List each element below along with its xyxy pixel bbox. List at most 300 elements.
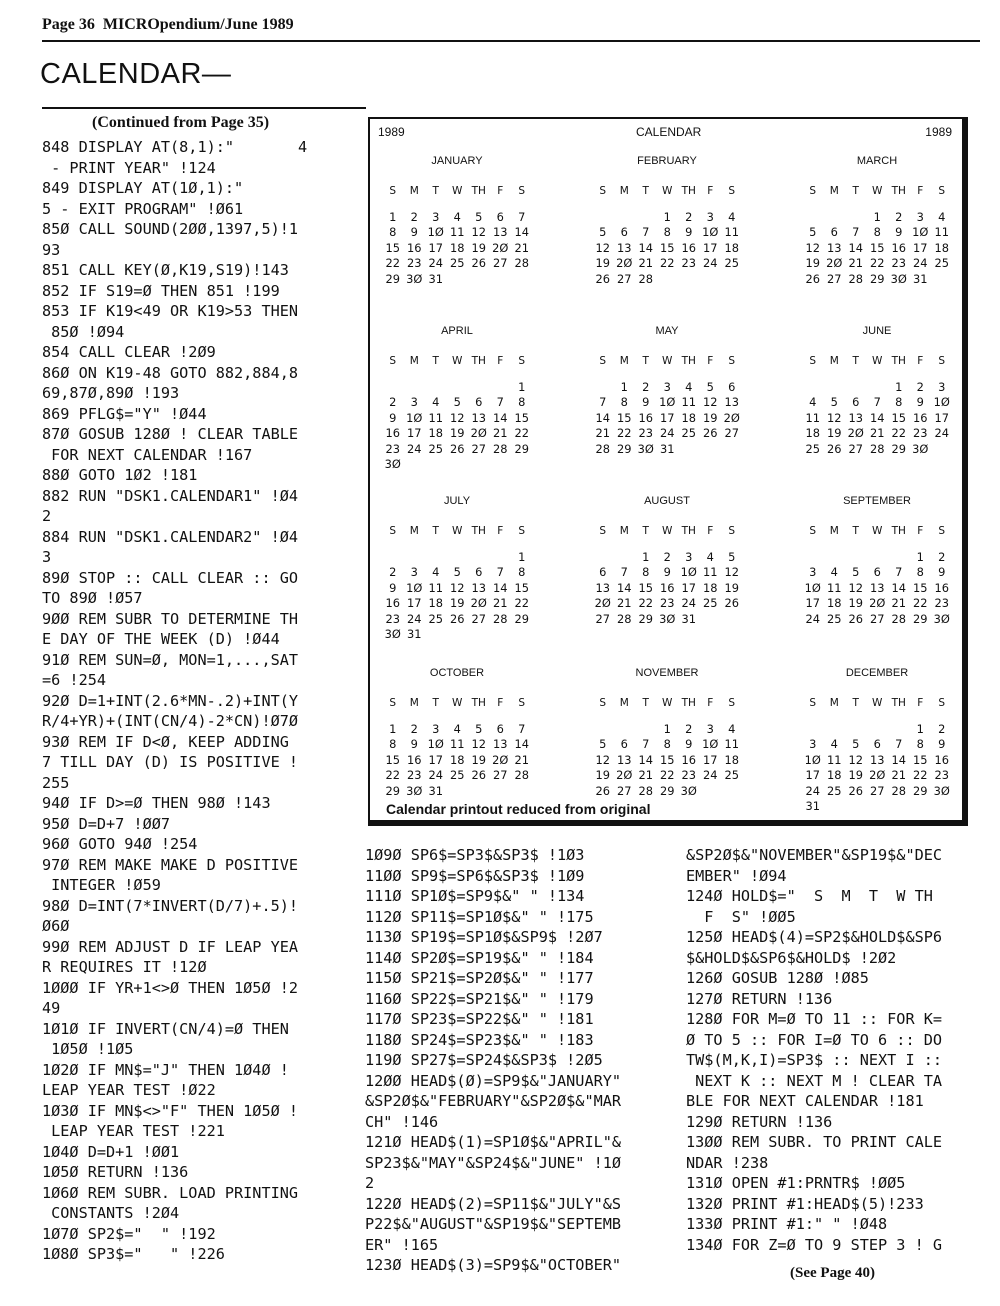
day-cell: 25 — [428, 441, 443, 456]
day-label: S — [809, 525, 817, 537]
day-label: S — [389, 697, 397, 709]
day-cell: 12 — [450, 410, 465, 425]
day-cell — [635, 209, 657, 225]
day-cell: 7 — [518, 721, 526, 736]
day-cell — [490, 271, 512, 287]
day-cell: 24 — [660, 426, 675, 441]
day-cell: 22 — [617, 426, 632, 441]
month-grid — [802, 353, 953, 457]
day-cell: 2Ø — [869, 596, 886, 611]
day-label: F — [497, 355, 504, 367]
day-cell: 19 — [471, 752, 486, 767]
day-cell: 27 — [471, 611, 486, 626]
calendar-printout — [368, 117, 968, 826]
day-cell: 19 — [848, 768, 863, 783]
day-label: F — [497, 697, 504, 709]
day-cell: 4 — [706, 549, 714, 564]
day-cell: 25 — [450, 256, 465, 271]
day-cell — [404, 457, 426, 473]
day-cell: 12 — [805, 240, 820, 255]
day-cell: 2Ø — [869, 768, 886, 783]
day-label: W — [872, 185, 883, 197]
month-name: OCTOBER — [429, 667, 485, 679]
day-cell: 4 — [432, 565, 440, 580]
day-cell: 31 — [407, 627, 422, 642]
day-cell: 25 — [827, 783, 842, 798]
day-cell: 15 — [385, 752, 400, 767]
day-cell: 11 — [681, 395, 696, 410]
day-cell: 24 — [407, 441, 422, 456]
day-cell: 9 — [389, 410, 397, 425]
day-label: M — [829, 185, 839, 197]
day-cell: 29 — [514, 611, 529, 626]
day-cell: 2 — [685, 721, 693, 736]
day-cell: 18 — [450, 240, 465, 255]
day-cell: 3 — [706, 721, 714, 736]
day-cell: 18 — [450, 752, 465, 767]
day-cell: 28 — [638, 271, 653, 286]
day-cell: 11 — [724, 225, 739, 240]
day-cell: 26 — [848, 611, 863, 626]
day-cell: 29 — [514, 441, 529, 456]
day-cell: 22 — [891, 426, 906, 441]
day-cell: 13 — [870, 580, 885, 595]
page-header — [42, 16, 980, 34]
day-cell: 23 — [660, 596, 675, 611]
day-label: TH — [681, 697, 696, 709]
day-label: S — [728, 697, 736, 709]
day-cell: 26 — [724, 596, 739, 611]
day-cell: 11 — [450, 737, 465, 752]
day-cell — [802, 379, 824, 395]
day-cell: 3Ø — [384, 457, 401, 472]
day-cell: 1 — [518, 379, 526, 394]
month-name: JULY — [443, 495, 471, 507]
day-cell: 25 — [428, 611, 443, 626]
month-name: AUGUST — [644, 495, 690, 507]
day-cell — [845, 549, 867, 565]
day-cell: 13 — [617, 240, 632, 255]
day-cell: 19 — [827, 426, 842, 441]
day-cell: 6 — [852, 395, 860, 410]
day-cell — [447, 457, 469, 473]
day-cell: 17 — [703, 240, 718, 255]
day-cell — [614, 721, 636, 737]
day-cell: 12 — [595, 240, 610, 255]
day-cell: 9 — [895, 225, 903, 240]
day-cell: 21 — [848, 256, 863, 271]
day-cell: 15 — [385, 240, 400, 255]
day-cell: 24 — [681, 596, 696, 611]
day-cell — [511, 627, 533, 643]
day-label: M — [409, 185, 419, 197]
day-label: T — [642, 355, 649, 367]
day-label: S — [938, 355, 946, 367]
day-cell: 18 — [428, 596, 443, 611]
day-cell: 1Ø — [702, 225, 719, 240]
month-name: APRIL — [441, 325, 473, 337]
day-cell — [845, 799, 867, 815]
day-cell: 14 — [891, 752, 906, 767]
day-cell: 3 — [432, 209, 440, 224]
day-cell: 26 — [703, 426, 718, 441]
month-grid — [592, 353, 743, 457]
day-cell: 24 — [428, 768, 443, 783]
day-cell: 17 — [660, 410, 675, 425]
day-label: T — [432, 697, 439, 709]
day-cell: 14 — [638, 240, 653, 255]
day-cell: 15 — [617, 410, 632, 425]
day-cell: 22 — [913, 596, 928, 611]
day-cell: 15 — [870, 240, 885, 255]
day-cell: 23 — [681, 768, 696, 783]
header-rule — [42, 40, 980, 42]
day-cell: 6 — [620, 225, 628, 240]
day-cell: 12 — [450, 580, 465, 595]
day-cell: 29 — [870, 271, 885, 286]
day-cell: 8 — [389, 225, 397, 240]
day-cell — [700, 611, 722, 627]
day-cell: 14 — [891, 580, 906, 595]
day-cell: 13 — [617, 752, 632, 767]
day-cell: 1Ø — [912, 225, 929, 240]
day-label: F — [917, 697, 924, 709]
day-cell: 8 — [518, 395, 526, 410]
day-cell: 14 — [595, 410, 610, 425]
day-cell — [824, 209, 846, 225]
day-cell: 18 — [428, 426, 443, 441]
section-title: CALENDAR— — [40, 58, 232, 90]
day-cell: 3 — [410, 565, 418, 580]
day-cell: 4 — [830, 737, 838, 752]
month-grid — [382, 353, 533, 472]
day-cell: 23 — [407, 768, 422, 783]
day-label: T — [852, 355, 859, 367]
day-cell: 5 — [706, 379, 714, 394]
day-cell: 18 — [724, 240, 739, 255]
day-cell: 19 — [805, 256, 820, 271]
day-cell: 15 — [638, 580, 653, 595]
day-cell — [490, 627, 512, 643]
day-cell: 4 — [432, 395, 440, 410]
calendar-year-right: 1989 — [925, 125, 952, 139]
day-cell — [802, 209, 824, 225]
day-cell — [824, 799, 846, 815]
day-cell: 24 — [703, 768, 718, 783]
month-name: NOVEMBER — [635, 667, 699, 679]
day-cell: 21 — [891, 596, 906, 611]
day-cell: 9 — [410, 225, 418, 240]
day-cell: 9 — [663, 565, 671, 580]
day-cell: 26 — [595, 271, 610, 286]
day-label: F — [707, 525, 714, 537]
day-cell — [678, 271, 700, 287]
day-cell: 16 — [638, 410, 653, 425]
day-cell: 7 — [642, 225, 650, 240]
day-cell — [447, 271, 469, 287]
day-cell: 1Ø — [427, 225, 444, 240]
day-cell: 31 — [913, 271, 928, 286]
day-cell: 15 — [660, 752, 675, 767]
day-cell: 23 — [638, 426, 653, 441]
day-cell: 9 — [685, 225, 693, 240]
day-label: M — [829, 355, 839, 367]
day-cell: 11 — [428, 410, 443, 425]
day-cell — [845, 721, 867, 737]
day-cell: 3Ø — [384, 627, 401, 642]
day-cell — [382, 549, 404, 565]
month-grid — [802, 695, 953, 814]
day-cell: 1Ø — [804, 580, 821, 595]
day-cell: 8 — [620, 395, 628, 410]
month-grid — [382, 523, 533, 642]
day-label: W — [872, 697, 883, 709]
day-cell — [910, 799, 932, 815]
day-cell — [490, 379, 512, 395]
day-label: F — [917, 185, 924, 197]
day-cell: 6 — [830, 225, 838, 240]
day-label: M — [619, 525, 629, 537]
day-label: S — [809, 697, 817, 709]
day-cell: 28 — [638, 783, 653, 798]
day-label: T — [642, 185, 649, 197]
day-label: S — [518, 525, 526, 537]
day-cell: 3 — [916, 209, 924, 224]
code-listing-column-1: 848 DISPLAY AT(8,1):" 4 - PRINT YEAR" !124 849 DISPLAY AT(1Ø,1):" 5 - EXIT PROGRAM" !Ø61 85Ø CALL SOUND(2ØØ,1397,5)!1 93 851 CALL KEY(Ø,K19,S19)!143 852 IF S19=Ø THEN 851 !199 853 IF K19<49 OR K19>53 THEN 85Ø !Ø94 854 CALL CLEAR !2Ø9 86Ø ON K19-48 GOTO 882,884,8 69,87Ø,89Ø !193 869 PFLG$="Y" !Ø44 87Ø GOSUB 128Ø ! CLEAR TABLE FOR NEXT CALENDAR !167 88Ø GOTO 1Ø2 !181 882 RUN "DSK1.CALENDAR1" !Ø4 2 884 RUN "DSK1.CALENDAR2" !Ø4 3 89Ø STOP :: CALL CLEAR :: GO TO 89Ø !Ø57 9ØØ REM SUBR TO DETERMINE TH E DAY OF THE WEEK (D) !Ø44 91Ø REM SUN=Ø, MON=1,...,SAT =6 !254 92Ø D=1+INT(2.6*MN-.2)+INT(Y R/4+YR)+(INT(CN/4)-2*CN)!Ø7Ø 93Ø REM IF D<Ø, KEEP ADDING 7 TILL DAY (D) IS POSITIVE ! 255 94Ø IF D>=Ø THEN 98Ø !143 95Ø D=D+7 !ØØ7 96Ø GOTO 94Ø !254 97Ø REM MAKE MAKE D POSITIVE INTEGER !Ø59 98Ø D=INT(7*INVERT(D/7)+.5)! Ø6Ø 99Ø REM ADJUST D IF LEAP YEA R REQUIRES IT !12Ø 1ØØØ IF YR+1<>Ø THEN 1Ø5Ø !2 49 1Ø1Ø IF INVERT(CN/4)=Ø THEN 1Ø5Ø !1Ø5 1Ø2Ø IF MN$="J" THEN 1Ø4Ø ! LEAP YEAR TEST !Ø22 1Ø3Ø IF MN$<>"F" THEN 1Ø5Ø ! LEAP YEAR TEST !221 1Ø4Ø D=D+1 !ØØ1 1Ø5Ø RETURN !136 1Ø6Ø REM SUBR. LOAD PRINTING CONSTANTS !2Ø4 1Ø7Ø SP2$=" " !192 1Ø8Ø SP3$=" " !226 — [42, 138, 308, 1263]
day-cell: 11 — [805, 410, 820, 425]
month-grid — [592, 695, 743, 799]
day-cell: 2 — [389, 565, 397, 580]
day-cell: 6 — [599, 565, 607, 580]
day-cell: 1Ø — [680, 565, 697, 580]
day-cell: 16 — [934, 752, 949, 767]
day-cell: 28 — [848, 271, 863, 286]
day-cell — [657, 271, 679, 287]
day-cell: 2 — [642, 379, 650, 394]
day-cell: 1Ø — [406, 410, 423, 425]
day-cell: 3 — [809, 565, 817, 580]
day-cell: 29 — [891, 441, 906, 456]
day-cell: 26 — [450, 441, 465, 456]
day-label: M — [829, 525, 839, 537]
day-label: T — [432, 185, 439, 197]
day-cell: 1 — [895, 379, 903, 394]
day-cell: 21 — [617, 596, 632, 611]
day-cell: 16 — [913, 410, 928, 425]
month-name: DECEMBER — [845, 667, 909, 679]
day-cell: 21 — [493, 596, 508, 611]
day-cell: 24 — [428, 256, 443, 271]
day-label: M — [619, 697, 629, 709]
day-cell — [468, 457, 490, 473]
day-cell: 9 — [685, 737, 693, 752]
day-cell: 8 — [873, 225, 881, 240]
day-cell: 24 — [805, 611, 820, 626]
day-cell: 14 — [638, 752, 653, 767]
day-cell: 9 — [938, 737, 946, 752]
month-grid — [592, 523, 743, 627]
day-cell: 26 — [848, 783, 863, 798]
page-number: Page 36 — [42, 16, 95, 33]
day-label: TH — [681, 185, 696, 197]
day-cell: 11 — [703, 565, 718, 580]
publication-date: MICROpendium/June 1989 — [102, 16, 294, 33]
day-cell: 9 — [642, 395, 650, 410]
day-cell: 27 — [493, 256, 508, 271]
day-cell: 3Ø — [890, 271, 907, 286]
day-cell: 16 — [407, 240, 422, 255]
day-cell — [824, 379, 846, 395]
day-cell: 4 — [685, 379, 693, 394]
day-label: T — [432, 355, 439, 367]
day-label: S — [518, 355, 526, 367]
day-cell: 13 — [827, 240, 842, 255]
month-grid — [802, 183, 953, 287]
day-cell: 3Ø — [933, 783, 950, 798]
day-cell: 6 — [620, 737, 628, 752]
day-cell: 11 — [934, 225, 949, 240]
day-cell — [490, 783, 512, 799]
day-label: M — [619, 185, 629, 197]
day-cell: 8 — [642, 565, 650, 580]
day-cell: 29 — [385, 783, 400, 798]
day-cell: 31 — [428, 783, 443, 798]
day-cell: 27 — [870, 783, 885, 798]
day-cell: 11 — [428, 580, 443, 595]
day-cell — [447, 627, 469, 643]
title-rule — [42, 107, 366, 109]
day-cell — [867, 799, 889, 815]
day-label: T — [642, 525, 649, 537]
day-label: S — [938, 185, 946, 197]
day-cell: 8 — [518, 565, 526, 580]
day-cell: 22 — [660, 256, 675, 271]
day-cell — [511, 457, 533, 473]
day-cell: 13 — [471, 580, 486, 595]
day-cell: 21 — [638, 256, 653, 271]
day-cell: 17 — [805, 768, 820, 783]
day-label: TH — [891, 355, 906, 367]
day-cell: 3 — [809, 737, 817, 752]
day-cell: 23 — [934, 768, 949, 783]
day-cell: 14 — [514, 225, 529, 240]
day-cell: 1 — [642, 549, 650, 564]
day-cell — [447, 783, 469, 799]
day-cell — [382, 379, 404, 395]
month-name: JUNE — [862, 325, 892, 337]
day-cell: 5 — [599, 225, 607, 240]
day-cell: 2Ø — [470, 596, 487, 611]
day-cell — [592, 379, 614, 395]
day-label: TH — [681, 355, 696, 367]
day-cell: 7 — [620, 565, 628, 580]
day-cell — [404, 379, 426, 395]
day-cell: 5 — [830, 395, 838, 410]
day-cell: 25 — [450, 768, 465, 783]
day-cell: 2 — [938, 549, 946, 564]
day-cell — [700, 441, 722, 457]
day-label: S — [809, 185, 817, 197]
day-label: S — [809, 355, 817, 367]
day-cell: 4 — [938, 209, 946, 224]
day-cell — [592, 549, 614, 565]
day-cell: 1Ø — [804, 752, 821, 767]
day-cell: 2Ø — [594, 596, 611, 611]
day-label: S — [599, 697, 607, 709]
day-cell: 14 — [493, 580, 508, 595]
day-cell: 8 — [916, 737, 924, 752]
day-cell — [700, 271, 722, 287]
day-label: S — [599, 525, 607, 537]
day-cell: 5 — [599, 737, 607, 752]
day-cell: 25 — [681, 426, 696, 441]
day-label: T — [852, 525, 859, 537]
day-cell: 18 — [934, 240, 949, 255]
day-cell: 22 — [385, 768, 400, 783]
day-cell: 1Ø — [702, 737, 719, 752]
day-cell: 2 — [895, 209, 903, 224]
day-cell — [721, 441, 743, 457]
day-label: S — [728, 185, 736, 197]
day-cell: 2 — [389, 395, 397, 410]
day-cell: 5 — [475, 721, 483, 736]
day-cell: 6 — [496, 209, 504, 224]
month-name: JANUARY — [431, 155, 483, 167]
day-cell: 4 — [728, 721, 736, 736]
day-cell: 26 — [595, 783, 610, 798]
day-cell: 25 — [934, 256, 949, 271]
day-cell: 29 — [638, 611, 653, 626]
day-cell — [802, 721, 824, 737]
day-cell — [468, 783, 490, 799]
day-cell: 13 — [493, 225, 508, 240]
day-label: W — [872, 525, 883, 537]
day-cell: 12 — [703, 395, 718, 410]
day-cell: 11 — [724, 737, 739, 752]
day-cell: 22 — [385, 256, 400, 271]
day-cell: 3Ø — [680, 783, 697, 798]
day-cell: 1 — [916, 721, 924, 736]
day-cell — [614, 549, 636, 565]
day-cell: 3Ø — [406, 783, 423, 798]
day-cell: 14 — [848, 240, 863, 255]
day-cell: 28 — [514, 768, 529, 783]
day-cell: 31 — [660, 441, 675, 456]
day-cell: 1Ø — [406, 580, 423, 595]
day-cell — [867, 379, 889, 395]
day-label: S — [938, 525, 946, 537]
day-label: F — [917, 355, 924, 367]
day-cell: 16 — [385, 596, 400, 611]
day-label: W — [452, 697, 463, 709]
day-cell: 21 — [493, 426, 508, 441]
day-cell: 14 — [514, 737, 529, 752]
day-cell — [468, 549, 490, 565]
day-cell: 13 — [595, 580, 610, 595]
day-cell — [888, 549, 910, 565]
day-cell: 28 — [595, 441, 610, 456]
day-label: W — [452, 355, 463, 367]
day-label: W — [662, 525, 673, 537]
day-label: W — [662, 355, 673, 367]
day-cell: 7 — [895, 737, 903, 752]
day-cell: 18 — [805, 426, 820, 441]
day-cell: 18 — [827, 768, 842, 783]
day-cell: 17 — [681, 580, 696, 595]
day-cell: 1 — [389, 209, 397, 224]
day-label: F — [707, 697, 714, 709]
day-label: TH — [681, 525, 696, 537]
